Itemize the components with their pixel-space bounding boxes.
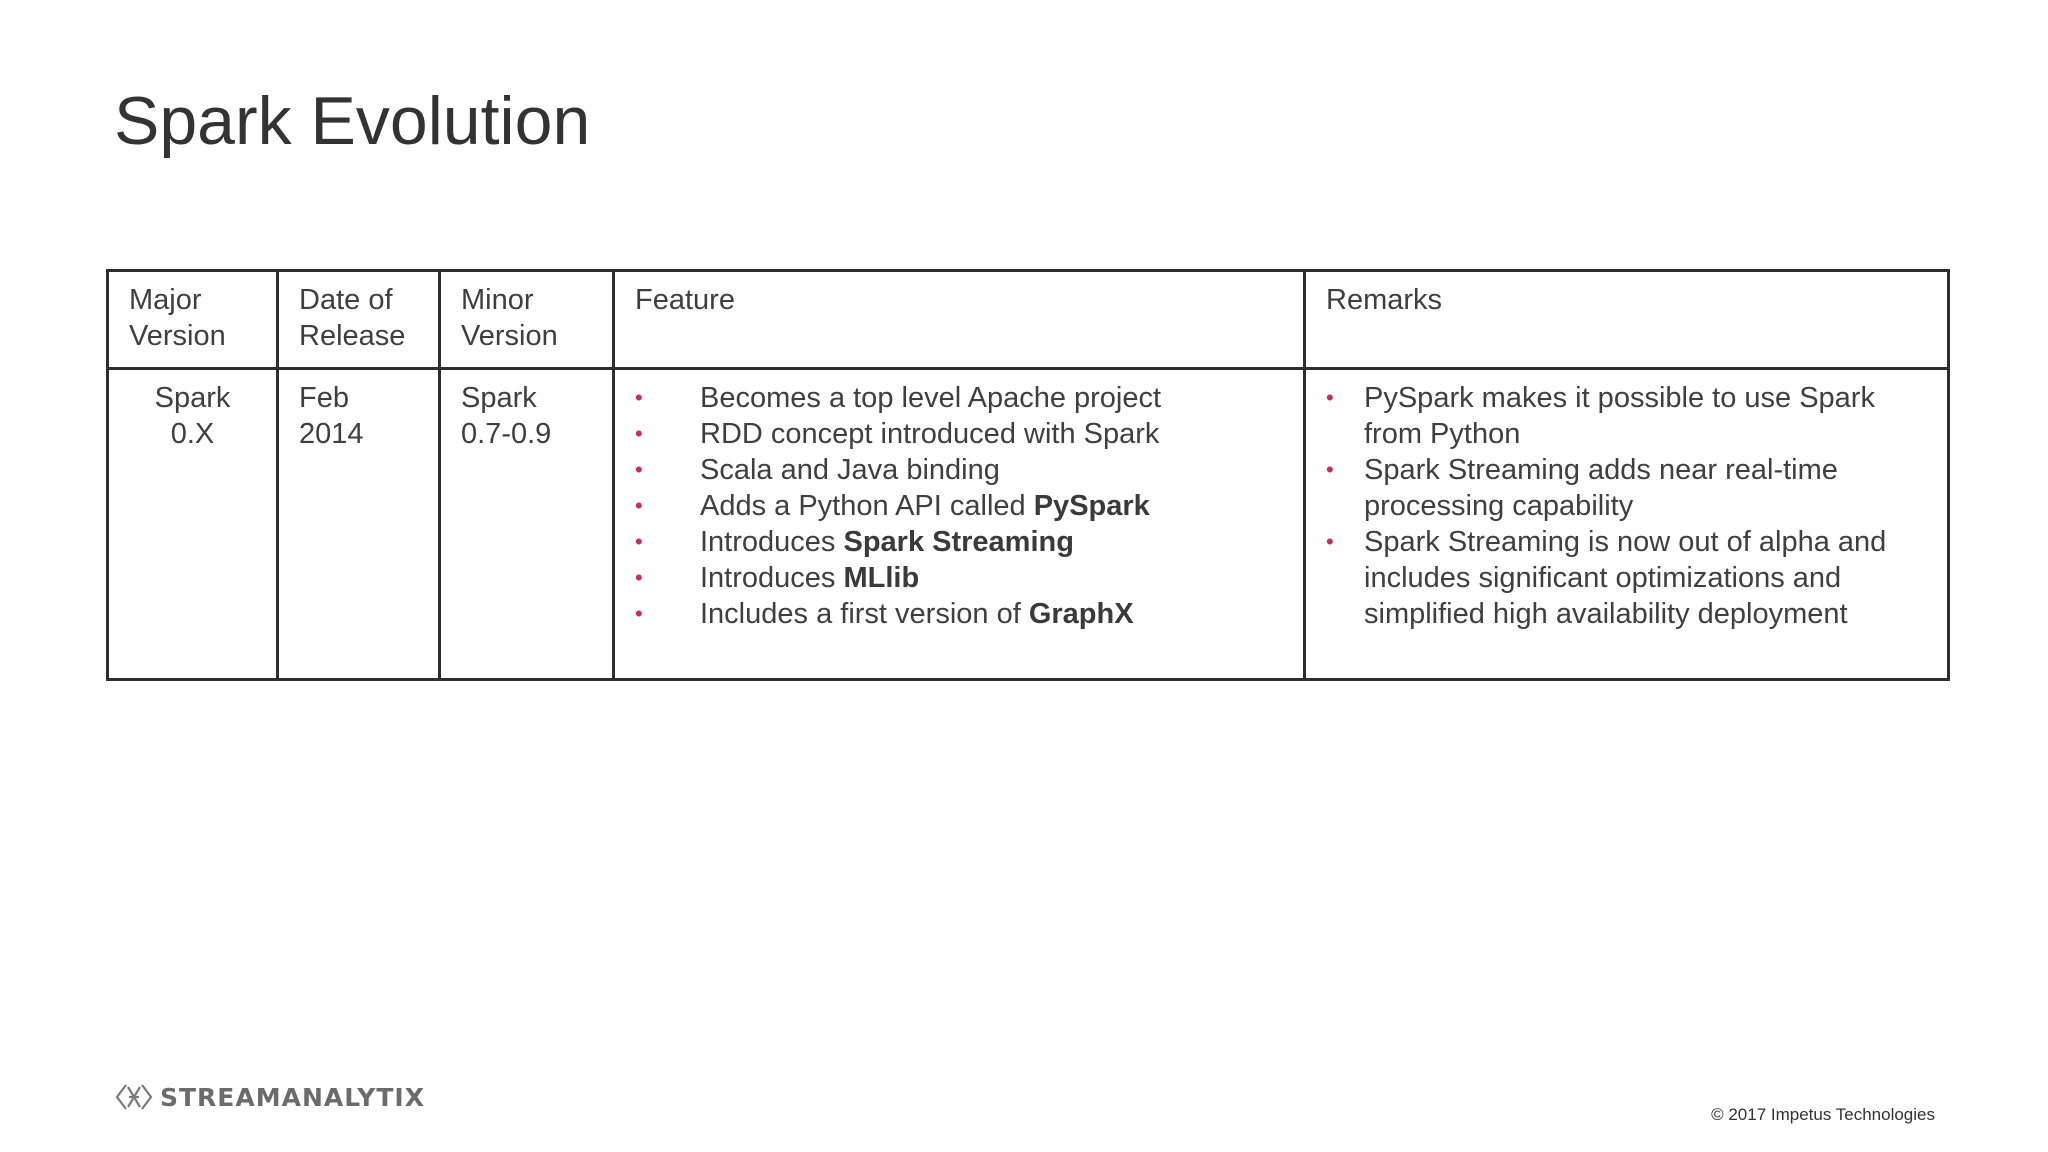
bullet-icon: • [1326, 529, 1334, 554]
bullet-icon: • [1326, 385, 1334, 410]
bullet-icon: • [1326, 457, 1334, 482]
list-item: • Includes a first version of GraphX [635, 598, 1134, 630]
list-item: • Adds a Python API called PySpark [635, 490, 1150, 522]
list-item: • PySpark makes it possible to use Spark from Python [1326, 382, 1875, 450]
cell-minor-version: Spark 0.7-0.9 [440, 369, 614, 680]
remarks-list [1326, 380, 1927, 632]
bullet-icon: • [635, 601, 643, 626]
streamanalytix-logo [114, 1082, 425, 1112]
cell-major-version: Spark 0.X [108, 369, 278, 680]
cell-features [614, 369, 1305, 680]
bullet-icon: • [635, 529, 643, 554]
header-minor-version: Minor Version [440, 271, 614, 369]
copyright-text: © 2017 Impetus Technologies [1711, 1105, 1935, 1124]
cell-remarks [1305, 369, 1949, 680]
list-item: • Spark Streaming is now out of alpha and includes significant optimizations and simplified high availability deployment [1326, 526, 1887, 630]
header-date-of-release: Date of Release [278, 271, 440, 369]
bullet-icon: • [635, 457, 643, 482]
bullet-icon: • [635, 421, 643, 446]
bullet-icon: • [635, 493, 643, 518]
table-header-row [108, 271, 1949, 369]
spark-evolution-table [106, 269, 1950, 681]
logo-text: STREAMANALYTIX [160, 1082, 426, 1112]
list-item: • Becomes a top level Apache project [635, 382, 1162, 414]
bullet-icon: • [635, 565, 643, 590]
feature-list [635, 380, 1283, 632]
streamanalytix-logo-icon [114, 1082, 154, 1112]
cell-date-of-release: Feb 2014 [278, 369, 440, 680]
header-feature: Feature [614, 271, 1305, 369]
header-major-version: Major Version [108, 271, 278, 369]
slide-title: Spark Evolution [114, 83, 591, 159]
header-remarks: Remarks [1305, 271, 1949, 369]
list-item: • Introduces Spark Streaming [635, 526, 1074, 558]
table-row [108, 369, 1949, 680]
list-item: • RDD concept introduced with Spark [635, 418, 1160, 450]
list-item: • Spark Streaming adds near real-time processing capability [1326, 454, 1838, 522]
list-item: • Introduces MLlib [635, 562, 920, 594]
bullet-icon: • [635, 385, 643, 410]
list-item: • Scala and Java binding [635, 454, 1000, 486]
